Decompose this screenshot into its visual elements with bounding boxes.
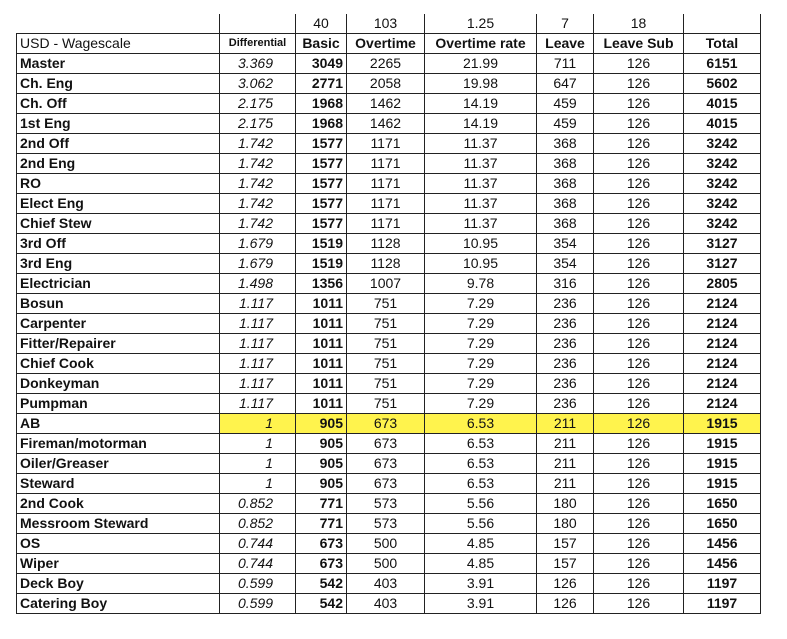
differential-cell: 0.852 bbox=[220, 514, 296, 534]
overtime-cell: 751 bbox=[347, 314, 425, 334]
leave-cell: 236 bbox=[537, 294, 594, 314]
column-header-overtime-rate: Overtime rate bbox=[425, 34, 537, 54]
leave-cell: 157 bbox=[537, 534, 594, 554]
rank-name-cell: Deck Boy bbox=[17, 574, 220, 594]
rank-name-cell: Master bbox=[17, 54, 220, 74]
rank-name-cell: Carpenter bbox=[17, 314, 220, 334]
table-row bbox=[17, 594, 761, 614]
leave-sub-cell: 126 bbox=[594, 134, 684, 154]
leave-sub-cell: 126 bbox=[594, 594, 684, 614]
table-row bbox=[17, 154, 761, 174]
differential-cell: 0.744 bbox=[220, 554, 296, 574]
overtime-cell: 1462 bbox=[347, 94, 425, 114]
leave-sub-cell: 126 bbox=[594, 414, 684, 434]
rank-name-cell: AB bbox=[17, 414, 220, 434]
overtime-cell: 751 bbox=[347, 354, 425, 374]
basic-cell: 3049 bbox=[296, 54, 347, 74]
leave-sub-cell: 126 bbox=[594, 374, 684, 394]
leave-cell: 211 bbox=[537, 434, 594, 454]
basic-cell: 542 bbox=[296, 594, 347, 614]
rank-name-cell: Fireman/motorman bbox=[17, 434, 220, 454]
leave-sub-cell: 126 bbox=[594, 474, 684, 494]
multiplier-cell bbox=[220, 14, 296, 34]
leave-sub-cell: 126 bbox=[594, 194, 684, 214]
leave-cell: 368 bbox=[537, 154, 594, 174]
rank-name-cell: Messroom Steward bbox=[17, 514, 220, 534]
rank-name-cell: Steward bbox=[17, 474, 220, 494]
table-row bbox=[17, 214, 761, 234]
leave-cell: 236 bbox=[537, 314, 594, 334]
table-row bbox=[17, 74, 761, 94]
differential-cell: 3.062 bbox=[220, 74, 296, 94]
overtime-rate-cell: 7.29 bbox=[425, 374, 537, 394]
basic-cell: 1519 bbox=[296, 254, 347, 274]
multiplier-cell: 18 bbox=[594, 14, 684, 34]
column-header-total: Total bbox=[684, 34, 761, 54]
basic-cell: 542 bbox=[296, 574, 347, 594]
overtime-cell: 1128 bbox=[347, 234, 425, 254]
table-row bbox=[17, 514, 761, 534]
rank-name-cell: Wiper bbox=[17, 554, 220, 574]
basic-cell: 771 bbox=[296, 514, 347, 534]
leave-sub-cell: 126 bbox=[594, 234, 684, 254]
differential-cell: 1 bbox=[220, 474, 296, 494]
total-cell: 4015 bbox=[684, 94, 761, 114]
rank-name-cell: Elect Eng bbox=[17, 194, 220, 214]
total-cell: 2124 bbox=[684, 294, 761, 314]
differential-cell: 0.599 bbox=[220, 574, 296, 594]
basic-cell: 1968 bbox=[296, 94, 347, 114]
total-cell: 3127 bbox=[684, 254, 761, 274]
multiplier-cell: 1.25 bbox=[425, 14, 537, 34]
overtime-rate-cell: 19.98 bbox=[425, 74, 537, 94]
table-row bbox=[17, 234, 761, 254]
overtime-rate-cell: 14.19 bbox=[425, 114, 537, 134]
leave-cell: 354 bbox=[537, 254, 594, 274]
leave-cell: 647 bbox=[537, 74, 594, 94]
overtime-rate-cell: 9.78 bbox=[425, 274, 537, 294]
rank-name-cell: 2nd Eng bbox=[17, 154, 220, 174]
total-cell: 4015 bbox=[684, 114, 761, 134]
multiplier-cell: 103 bbox=[347, 14, 425, 34]
rank-name-cell: 3rd Eng bbox=[17, 254, 220, 274]
overtime-cell: 751 bbox=[347, 294, 425, 314]
total-cell: 1456 bbox=[684, 534, 761, 554]
overtime-rate-cell: 6.53 bbox=[425, 454, 537, 474]
total-cell: 1197 bbox=[684, 594, 761, 614]
leave-sub-cell: 126 bbox=[594, 254, 684, 274]
overtime-cell: 500 bbox=[347, 534, 425, 554]
differential-cell: 2.175 bbox=[220, 114, 296, 134]
basic-cell: 905 bbox=[296, 454, 347, 474]
overtime-cell: 403 bbox=[347, 574, 425, 594]
leave-cell: 711 bbox=[537, 54, 594, 74]
differential-cell: 1.742 bbox=[220, 174, 296, 194]
table-row bbox=[17, 194, 761, 214]
leave-cell: 368 bbox=[537, 214, 594, 234]
rank-name-cell: Chief Stew bbox=[17, 214, 220, 234]
basic-cell: 2771 bbox=[296, 74, 347, 94]
basic-cell: 1011 bbox=[296, 314, 347, 334]
column-header-leave-sub: Leave Sub bbox=[594, 34, 684, 54]
total-cell: 2124 bbox=[684, 394, 761, 414]
leave-cell: 459 bbox=[537, 114, 594, 134]
leave-cell: 126 bbox=[537, 594, 594, 614]
overtime-rate-cell: 11.37 bbox=[425, 214, 537, 234]
basic-cell: 1577 bbox=[296, 194, 347, 214]
rank-name-cell: Oiler/Greaser bbox=[17, 454, 220, 474]
overtime-cell: 1171 bbox=[347, 214, 425, 234]
overtime-rate-cell: 11.37 bbox=[425, 194, 537, 214]
basic-cell: 1011 bbox=[296, 334, 347, 354]
basic-cell: 1577 bbox=[296, 174, 347, 194]
basic-cell: 1968 bbox=[296, 114, 347, 134]
rank-name-cell: Electrician bbox=[17, 274, 220, 294]
leave-sub-cell: 126 bbox=[594, 174, 684, 194]
leave-sub-cell: 126 bbox=[594, 454, 684, 474]
overtime-rate-cell: 4.85 bbox=[425, 534, 537, 554]
table-row bbox=[17, 254, 761, 274]
overtime-cell: 2265 bbox=[347, 54, 425, 74]
table-row bbox=[17, 554, 761, 574]
overtime-cell: 673 bbox=[347, 474, 425, 494]
leave-sub-cell: 126 bbox=[594, 554, 684, 574]
table-row bbox=[17, 574, 761, 594]
leave-cell: 368 bbox=[537, 194, 594, 214]
total-cell: 1456 bbox=[684, 554, 761, 574]
overtime-rate-cell: 14.19 bbox=[425, 94, 537, 114]
basic-cell: 1577 bbox=[296, 134, 347, 154]
leave-sub-cell: 126 bbox=[594, 54, 684, 74]
column-header-differential: Differential bbox=[220, 34, 296, 54]
leave-sub-cell: 126 bbox=[594, 534, 684, 554]
table-row bbox=[17, 434, 761, 454]
leave-sub-cell: 126 bbox=[594, 494, 684, 514]
table-row bbox=[17, 454, 761, 474]
overtime-rate-cell: 7.29 bbox=[425, 294, 537, 314]
leave-sub-cell: 126 bbox=[594, 274, 684, 294]
leave-sub-cell: 126 bbox=[594, 294, 684, 314]
table-row bbox=[17, 314, 761, 334]
overtime-cell: 1171 bbox=[347, 134, 425, 154]
overtime-rate-cell: 10.95 bbox=[425, 254, 537, 274]
overtime-cell: 1171 bbox=[347, 154, 425, 174]
differential-cell: 1.117 bbox=[220, 374, 296, 394]
differential-cell: 1.742 bbox=[220, 214, 296, 234]
overtime-cell: 751 bbox=[347, 334, 425, 354]
multiplier-blank-cell bbox=[17, 14, 220, 34]
rank-name-cell: RO bbox=[17, 174, 220, 194]
overtime-rate-cell: 10.95 bbox=[425, 234, 537, 254]
differential-cell: 1.742 bbox=[220, 194, 296, 214]
differential-cell: 1.498 bbox=[220, 274, 296, 294]
total-cell: 2124 bbox=[684, 374, 761, 394]
differential-cell: 1.742 bbox=[220, 134, 296, 154]
overtime-rate-cell: 6.53 bbox=[425, 474, 537, 494]
overtime-rate-cell: 7.29 bbox=[425, 314, 537, 334]
overtime-cell: 751 bbox=[347, 394, 425, 414]
table-row bbox=[17, 294, 761, 314]
basic-cell: 1011 bbox=[296, 354, 347, 374]
wagescale-table bbox=[16, 14, 761, 614]
column-header-leave: Leave bbox=[537, 34, 594, 54]
differential-cell: 1 bbox=[220, 414, 296, 434]
overtime-cell: 673 bbox=[347, 414, 425, 434]
leave-sub-cell: 126 bbox=[594, 74, 684, 94]
rank-name-cell: 1st Eng bbox=[17, 114, 220, 134]
overtime-cell: 1171 bbox=[347, 194, 425, 214]
overtime-rate-cell: 4.85 bbox=[425, 554, 537, 574]
differential-cell: 1.679 bbox=[220, 234, 296, 254]
leave-sub-cell: 126 bbox=[594, 574, 684, 594]
total-cell: 3242 bbox=[684, 214, 761, 234]
table-row bbox=[17, 174, 761, 194]
overtime-rate-cell: 5.56 bbox=[425, 494, 537, 514]
leave-cell: 236 bbox=[537, 394, 594, 414]
total-cell: 3242 bbox=[684, 134, 761, 154]
overtime-cell: 573 bbox=[347, 494, 425, 514]
differential-cell: 1 bbox=[220, 454, 296, 474]
basic-cell: 771 bbox=[296, 494, 347, 514]
total-cell: 1650 bbox=[684, 514, 761, 534]
multiplier-cell: 7 bbox=[537, 14, 594, 34]
leave-cell: 236 bbox=[537, 374, 594, 394]
leave-cell: 316 bbox=[537, 274, 594, 294]
table-row bbox=[17, 54, 761, 74]
overtime-rate-cell: 7.29 bbox=[425, 394, 537, 414]
leave-cell: 180 bbox=[537, 494, 594, 514]
basic-cell: 1577 bbox=[296, 214, 347, 234]
leave-cell: 236 bbox=[537, 334, 594, 354]
overtime-cell: 1128 bbox=[347, 254, 425, 274]
differential-cell: 0.744 bbox=[220, 534, 296, 554]
column-header-overtime: Overtime bbox=[347, 34, 425, 54]
leave-cell: 211 bbox=[537, 454, 594, 474]
overtime-cell: 573 bbox=[347, 514, 425, 534]
differential-cell: 2.175 bbox=[220, 94, 296, 114]
table-row bbox=[17, 474, 761, 494]
overtime-cell: 2058 bbox=[347, 74, 425, 94]
total-cell: 3242 bbox=[684, 174, 761, 194]
overtime-rate-cell: 6.53 bbox=[425, 414, 537, 434]
header-row bbox=[17, 34, 761, 54]
leave-cell: 157 bbox=[537, 554, 594, 574]
leave-cell: 368 bbox=[537, 174, 594, 194]
leave-sub-cell: 126 bbox=[594, 334, 684, 354]
overtime-rate-cell: 21.99 bbox=[425, 54, 537, 74]
total-cell: 1915 bbox=[684, 434, 761, 454]
rank-name-cell: Ch. Eng bbox=[17, 74, 220, 94]
table-row bbox=[17, 334, 761, 354]
rank-name-cell: OS bbox=[17, 534, 220, 554]
leave-cell: 211 bbox=[537, 414, 594, 434]
leave-cell: 236 bbox=[537, 354, 594, 374]
total-cell: 2124 bbox=[684, 314, 761, 334]
overtime-rate-cell: 11.37 bbox=[425, 174, 537, 194]
differential-cell: 1.117 bbox=[220, 294, 296, 314]
table-row bbox=[17, 114, 761, 134]
basic-cell: 905 bbox=[296, 474, 347, 494]
multiplier-cell bbox=[684, 14, 761, 34]
overtime-cell: 673 bbox=[347, 434, 425, 454]
overtime-cell: 751 bbox=[347, 374, 425, 394]
basic-cell: 905 bbox=[296, 414, 347, 434]
leave-sub-cell: 126 bbox=[594, 154, 684, 174]
total-cell: 1915 bbox=[684, 414, 761, 434]
basic-cell: 673 bbox=[296, 534, 347, 554]
overtime-cell: 1007 bbox=[347, 274, 425, 294]
rank-name-cell: Ch. Off bbox=[17, 94, 220, 114]
leave-cell: 180 bbox=[537, 514, 594, 534]
basic-cell: 1356 bbox=[296, 274, 347, 294]
overtime-rate-cell: 7.29 bbox=[425, 334, 537, 354]
differential-cell: 1 bbox=[220, 434, 296, 454]
total-cell: 1915 bbox=[684, 454, 761, 474]
differential-cell: 1.117 bbox=[220, 354, 296, 374]
basic-cell: 1577 bbox=[296, 154, 347, 174]
multiplier-cell: 40 bbox=[296, 14, 347, 34]
total-cell: 2124 bbox=[684, 334, 761, 354]
overtime-cell: 673 bbox=[347, 454, 425, 474]
leave-sub-cell: 126 bbox=[594, 94, 684, 114]
overtime-cell: 1171 bbox=[347, 174, 425, 194]
table-row bbox=[17, 274, 761, 294]
leave-cell: 126 bbox=[537, 574, 594, 594]
differential-cell: 1.117 bbox=[220, 334, 296, 354]
rank-name-cell: Pumpman bbox=[17, 394, 220, 414]
rank-name-cell: 2nd Off bbox=[17, 134, 220, 154]
total-cell: 1650 bbox=[684, 494, 761, 514]
differential-cell: 1.117 bbox=[220, 314, 296, 334]
rank-name-cell: Chief Cook bbox=[17, 354, 220, 374]
table-row bbox=[17, 354, 761, 374]
overtime-rate-cell: 5.56 bbox=[425, 514, 537, 534]
total-cell: 2805 bbox=[684, 274, 761, 294]
differential-cell: 3.369 bbox=[220, 54, 296, 74]
rank-name-cell: Fitter/Repairer bbox=[17, 334, 220, 354]
wagescale-sheet bbox=[16, 14, 760, 614]
leave-sub-cell: 126 bbox=[594, 394, 684, 414]
leave-sub-cell: 126 bbox=[594, 314, 684, 334]
rank-name-cell: 3rd Off bbox=[17, 234, 220, 254]
total-cell: 1915 bbox=[684, 474, 761, 494]
differential-cell: 1.679 bbox=[220, 254, 296, 274]
table-row bbox=[17, 94, 761, 114]
total-cell: 5602 bbox=[684, 74, 761, 94]
basic-cell: 1519 bbox=[296, 234, 347, 254]
overtime-rate-cell: 7.29 bbox=[425, 354, 537, 374]
overtime-rate-cell: 11.37 bbox=[425, 154, 537, 174]
column-header-basic: Basic bbox=[296, 34, 347, 54]
leave-sub-cell: 126 bbox=[594, 434, 684, 454]
total-cell: 3242 bbox=[684, 194, 761, 214]
differential-cell: 0.599 bbox=[220, 594, 296, 614]
table-row bbox=[17, 414, 761, 434]
table-row bbox=[17, 134, 761, 154]
rank-name-cell: Donkeyman bbox=[17, 374, 220, 394]
total-cell: 1197 bbox=[684, 574, 761, 594]
differential-cell: 1.117 bbox=[220, 394, 296, 414]
wagescale-title: USD - Wagescale bbox=[17, 34, 220, 54]
leave-sub-cell: 126 bbox=[594, 114, 684, 134]
leave-cell: 211 bbox=[537, 474, 594, 494]
table-row bbox=[17, 494, 761, 514]
differential-cell: 0.852 bbox=[220, 494, 296, 514]
basic-cell: 905 bbox=[296, 434, 347, 454]
leave-sub-cell: 126 bbox=[594, 214, 684, 234]
table-row bbox=[17, 394, 761, 414]
leave-cell: 459 bbox=[537, 94, 594, 114]
table-row bbox=[17, 374, 761, 394]
multiplier-row bbox=[17, 14, 761, 34]
leave-sub-cell: 126 bbox=[594, 354, 684, 374]
overtime-rate-cell: 3.91 bbox=[425, 574, 537, 594]
table-row bbox=[17, 534, 761, 554]
total-cell: 6151 bbox=[684, 54, 761, 74]
basic-cell: 1011 bbox=[296, 394, 347, 414]
basic-cell: 1011 bbox=[296, 374, 347, 394]
leave-cell: 354 bbox=[537, 234, 594, 254]
basic-cell: 1011 bbox=[296, 294, 347, 314]
total-cell: 3242 bbox=[684, 154, 761, 174]
overtime-cell: 403 bbox=[347, 594, 425, 614]
leave-cell: 368 bbox=[537, 134, 594, 154]
basic-cell: 673 bbox=[296, 554, 347, 574]
total-cell: 3127 bbox=[684, 234, 761, 254]
overtime-cell: 500 bbox=[347, 554, 425, 574]
overtime-cell: 1462 bbox=[347, 114, 425, 134]
differential-cell: 1.742 bbox=[220, 154, 296, 174]
rank-name-cell: 2nd Cook bbox=[17, 494, 220, 514]
leave-sub-cell: 126 bbox=[594, 514, 684, 534]
rank-name-cell: Catering Boy bbox=[17, 594, 220, 614]
overtime-rate-cell: 11.37 bbox=[425, 134, 537, 154]
rank-name-cell: Bosun bbox=[17, 294, 220, 314]
overtime-rate-cell: 3.91 bbox=[425, 594, 537, 614]
total-cell: 2124 bbox=[684, 354, 761, 374]
overtime-rate-cell: 6.53 bbox=[425, 434, 537, 454]
